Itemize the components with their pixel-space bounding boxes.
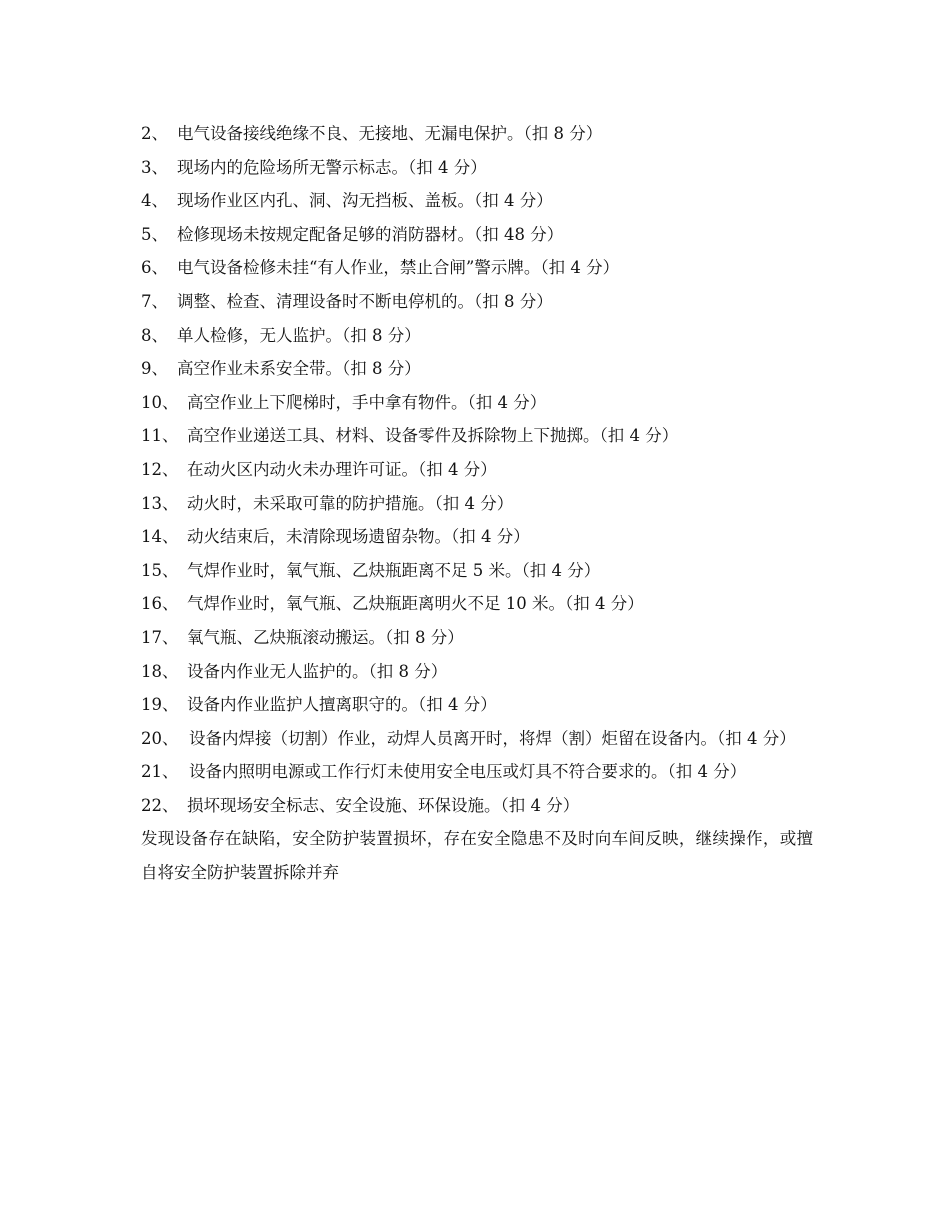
item-number: 12、	[141, 459, 179, 479]
item-number: 2、	[141, 124, 168, 143]
item-number: 19、	[141, 695, 179, 715]
item-number: 16、	[141, 594, 179, 614]
item-number: 9、	[141, 359, 168, 379]
list-item	[141, 319, 813, 353]
document-body	[141, 117, 813, 890]
item-number: 15、	[141, 560, 179, 580]
list-item	[141, 151, 813, 185]
item-text: 设备内焊接（切割）作业，动焊人员离开时，将焊（割）炬留在设备内。（扣 4 分）	[189, 728, 796, 748]
list-item	[141, 789, 813, 823]
list-item	[141, 453, 813, 487]
item-text: 设备内作业无人监护的。（扣 8 分）	[187, 661, 448, 681]
item-number: 22、	[141, 795, 179, 815]
item-text: 现场作业区内孔、洞、沟无挡板、盖板。（扣 4 分）	[177, 191, 553, 211]
list-item	[141, 386, 813, 420]
list-item	[141, 520, 813, 554]
list-item	[141, 218, 813, 252]
item-number: 20、	[141, 728, 179, 748]
closing-paragraph: 发现设备存在缺陷，安全防护装置损坏，存在安全隐患不及时向车间反映，继续操作，或擅自将安全防护装置拆除并弃	[141, 829, 813, 883]
item-text: 设备内作业监护人擅离职守的。（扣 4 分）	[187, 695, 497, 715]
list-item	[141, 285, 813, 319]
item-text: 气焊作业时，氧气瓶、乙炔瓶距离明火不足 10 米。（扣 4 分）	[187, 594, 644, 614]
list-item	[141, 487, 813, 521]
item-text: 气焊作业时，氧气瓶、乙炔瓶距离不足 5 米。（扣 4 分）	[187, 560, 601, 580]
item-number: 10、	[141, 392, 179, 412]
list-item	[141, 655, 813, 689]
item-text: 单人检修，无人监护。（扣 8 分）	[177, 325, 421, 345]
item-text: 设备内照明电源或工作行灯未使用安全电压或灯具不符合要求的。（扣 4 分）	[189, 762, 747, 782]
item-number: 8、	[141, 325, 168, 345]
item-number: 13、	[141, 493, 179, 513]
item-text: 调整、检查、清理设备时不断电停机的。（扣 8 分）	[177, 291, 553, 311]
item-text: 现场内的危险场所无警示标志。（扣 4 分）	[177, 157, 487, 177]
list-item	[141, 419, 813, 453]
item-text: 动火时，未采取可靠的防护措施。（扣 4 分）	[187, 493, 514, 513]
list-item	[141, 688, 813, 722]
list-item	[141, 184, 813, 218]
item-number: 7、	[141, 291, 168, 311]
item-text: 电气设备接线绝缘不良、无接地、无漏电保护。（扣 8 分）	[177, 124, 603, 143]
list-item	[141, 554, 813, 588]
item-number: 21、	[141, 762, 179, 782]
item-text: 检修现场未按规定配备足够的消防器材。（扣 48 分）	[177, 224, 564, 244]
list-item-wrapped	[141, 755, 813, 789]
item-number: 17、	[141, 627, 179, 647]
item-text: 氧气瓶、乙炔瓶滚动搬运。（扣 8 分）	[187, 627, 464, 647]
item-text: 电气设备检修未挂“有人作业，禁止合闸”警示牌。（扣 4 分）	[177, 258, 620, 278]
list-item	[141, 352, 813, 386]
item-number: 3、	[141, 157, 168, 177]
list-item	[141, 251, 813, 285]
list-item	[141, 587, 813, 621]
item-text: 动火结束后，未清除现场遗留杂物。（扣 4 分）	[187, 527, 530, 547]
list-item	[141, 117, 813, 151]
item-text: 高空作业上下爬梯时，手中拿有物件。（扣 4 分）	[187, 392, 547, 412]
item-text: 高空作业未系安全带。（扣 8 分）	[177, 359, 421, 379]
item-text: 高空作业递送工具、材料、设备零件及拆除物上下抛掷。（扣 4 分）	[187, 426, 679, 446]
item-text: 损坏现场安全标志、安全设施、环保设施。（扣 4 分）	[187, 795, 580, 815]
item-text: 在动火区内动火未办理许可证。（扣 4 分）	[187, 459, 497, 479]
item-number: 18、	[141, 661, 179, 681]
item-number: 4、	[141, 191, 168, 211]
item-number: 6、	[141, 258, 168, 278]
list-item-wrapped	[141, 722, 813, 756]
list-item	[141, 621, 813, 655]
item-number: 5、	[141, 224, 168, 244]
item-number: 14、	[141, 527, 179, 547]
item-number: 11、	[141, 426, 179, 446]
